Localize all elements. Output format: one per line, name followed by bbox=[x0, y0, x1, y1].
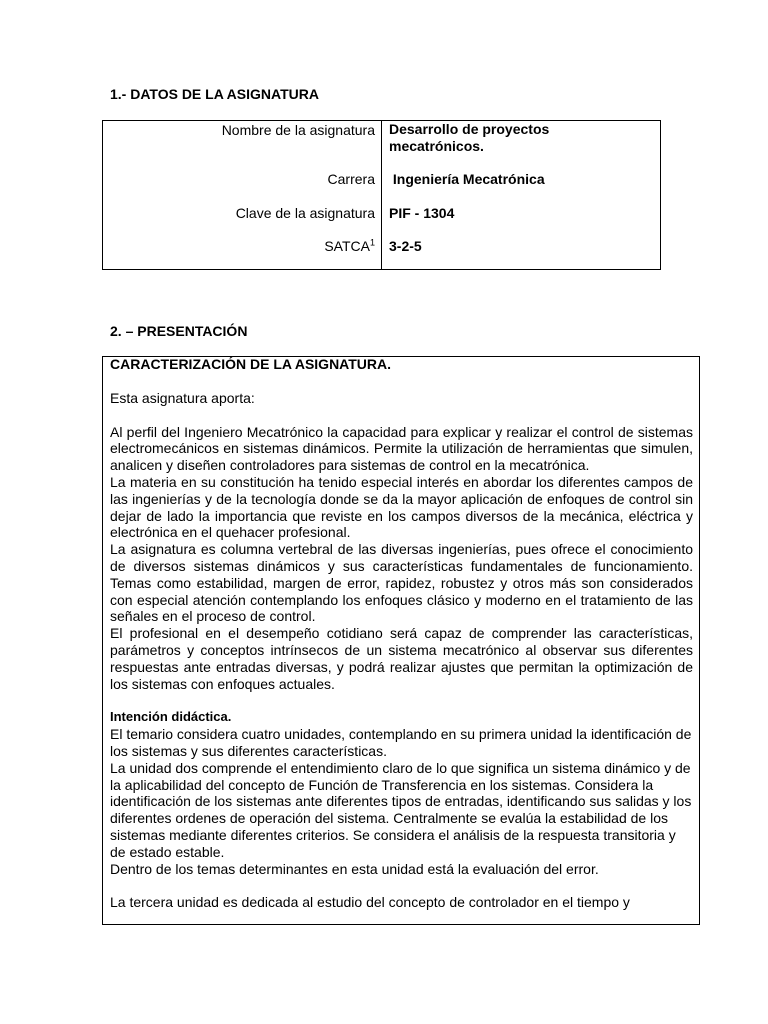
career-label: Carrera bbox=[327, 171, 375, 187]
satca-value: 3-2-5 bbox=[389, 238, 422, 254]
paragraph: El profesional en el desempeño cotidiano será capaz de comprender las características, parámetros y conceptos intrínsecos de un sistema mecatrónico al observar sus diferentes respuestas ante entradas diversas, y podrá realizar ajustes que permitan la optimización de los sistemas con enfoques actuales. bbox=[110, 625, 693, 692]
paragraph: Al perfil del Ingeniero Mecatrónico la capacidad para explicar y realizar el control de sistemas electromecánicos en sistemas dinámicos. Permite la utilización de herramientas que simulen, analicen y diseñen controladores para sistemas de control en la mecatrónica. bbox=[110, 423, 693, 474]
section-1-heading: 1.- DATOS DE LA ASIGNATURA bbox=[110, 86, 319, 102]
section-2-heading: 2. – PRESENTACIÓN bbox=[110, 323, 248, 339]
paragraph: La materia en su constitución ha tenido especial interés en abordar los diferentes campos de las ingenierías y de la tecnología donde se da la mayor aplicación de enfoques de control sin dejar de lado la importancia que reviste en los campos diversos de la mecánica, eléctrica y electrónica en el quehacer profesional. bbox=[110, 473, 693, 541]
paragraph: La tercera unidad es dedicada al estudio del concepto de controlador en el tiempo y bbox=[110, 894, 630, 911]
course-name-label: Nombre de la asignatura bbox=[221, 122, 375, 138]
paragraph: La unidad dos comprende el entendimiento claro de lo que significa un sistema dinámico y de la aplicabilidad del concepto de Función de Transferencia en los sistemas. Considera la identificación de los sistemas ante diferentes tipos de entradas, identificando sus salidas y los diferentes ordenes de operación del sistema. Centralmente se evalúa la estabilidad de los sistemas mediante diferentes criterios. Se considera el análisis de la respuesta transitoria y de estado estable. bbox=[110, 759, 692, 860]
career-value: Ingeniería Mecatrónica bbox=[389, 171, 545, 187]
satca-label-text: SATCA bbox=[324, 238, 370, 254]
course-data-table bbox=[102, 120, 661, 270]
paragraph: Dentro de los temas determinantes en esta unidad está la evaluación del error. bbox=[110, 860, 599, 877]
intro-text: Esta asignatura aporta: bbox=[110, 389, 255, 406]
course-name-value: Desarrollo de proyectos mecatrónicos. bbox=[389, 121, 550, 154]
paragraph: La asignatura es columna vertebral de las diversas ingenierías, pues ofrece el conocimiento de diversos sistemas dinámicos y sus características fundamentales de funcionamiento. Temas como estabilidad, margen de error, rapidez, robustez y otros más son considerados con especial atención contemplando los enfoques clásico y moderno en el tratamiento de las señales en el proceso de control. bbox=[110, 541, 693, 625]
footnote-marker: 1 bbox=[369, 237, 375, 248]
box-title: CARACTERIZACIÓN DE LA ASIGNATURA. bbox=[110, 356, 392, 372]
paragraph: El temario considera cuatro unidades, contemplando en su primera unidad la identificación de los sistemas y sus diferentes características. bbox=[110, 726, 692, 759]
table-divider bbox=[381, 121, 382, 269]
didactic-intention-heading: Intención didáctica. bbox=[110, 709, 232, 725]
course-key-value: PIF - 1304 bbox=[389, 205, 455, 221]
course-key-label: Clave de la asignatura bbox=[235, 205, 375, 221]
presentation-box bbox=[102, 356, 700, 925]
satca-label bbox=[103, 238, 375, 254]
